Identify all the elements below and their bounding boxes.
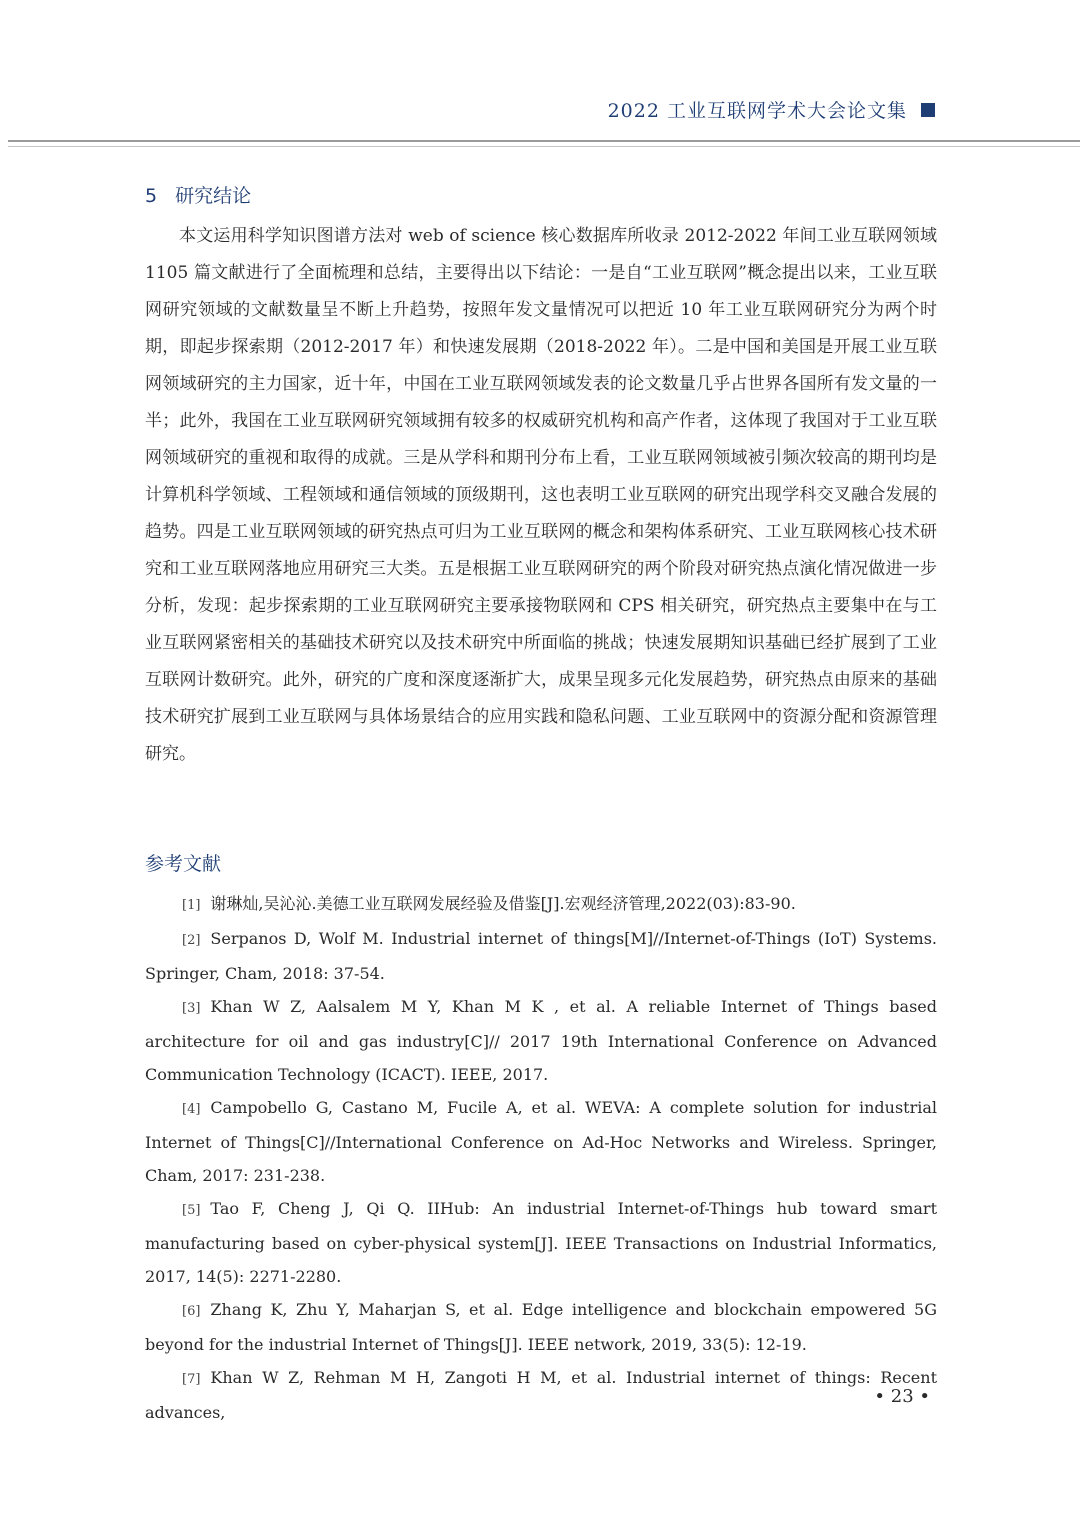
- reference-item: [145, 1361, 937, 1429]
- conclusion-paragraph: 本文运用科学知识图谱方法对 web of science 核心数据库所收录 2012-2022 年间工业互联网领域 1105 篇文献进行了全面梳理和总结，主要得出以下结论：一是自“工业互联网”概念提出以来，工业互联网研究领域的文献数量呈不断上升趋势，按照年发文量情况可以把近 10 年工业互联网研究分为两个时期，即起步探索期（2012-2017 年）和快速发展期（2018-2022 年）。二是中国和美国是开展工业互联网领域研究的主力国家，近十年，中国在工业互联网领域发表的论文数量几乎占世界各国所有发文量的一半；此外，我国在工业互联网研究领域拥有较多的权威研究机构和高产作者，这体现了我国对于工业互联网领域研究的重视和取得的成就。三是从学科和期刊分布上看，工业互联网领域被引频次较高的期刊均是计算机科学领域、工程领域和通信领域的顶级期刊，这也表明工业互联网的研究出现学科交叉融合发展的趋势。四是工业互联网领域的研究热点可归为工业互联网的概念和架构体系研究、工业互联网核心技术研究和工业互联网落地应用研究三大类。五是根据工业互联网研究的两个阶段对研究热点演化情况做进一步分析，发现：起步探索期的工业互联网研究主要承接物联网和 CPS 相关研究，研究热点主要集中在与工业互联网紧密相关的基础技术研究以及技术研究中所面临的挑战；快速发展期知识基础已经扩展到了工业互联网计数研究。此外，研究的广度和深度逐渐扩大，成果呈现多元化发展趋势，研究热点由原来的基础技术研究扩展到工业互联网与具体场景结合的应用实践和隐私问题、工业互联网中的资源分配和资源管理研究。: [145, 226, 937, 764]
- reference-list: [145, 887, 937, 1429]
- reference-item: [145, 990, 937, 1091]
- reference-number: [5]: [182, 1203, 201, 1218]
- reference-text: Tao F, Cheng J, Qi Q. IIHub: An industrial Internet-of-Things hub toward smart manufacturing based on cyber-physical system[J]. IEEE Transactions on Industrial Informatics, 2017, 14(5): 2271-2280.: [145, 1199, 937, 1286]
- reference-number: [3]: [182, 1001, 201, 1016]
- reference-text: Khan W Z, Rehman M H, Zangoti H M, et al. Industrial internet of things: Recent advances,: [145, 1368, 937, 1422]
- section-heading: [145, 181, 251, 208]
- reference-item: [145, 887, 937, 922]
- section-number: 5: [145, 185, 158, 207]
- header-rule-thin: [8, 146, 1080, 147]
- reference-item: [145, 1293, 937, 1361]
- page-number: • 23 •: [874, 1386, 930, 1407]
- reference-text: Campobello G, Castano M, Fucile A, et al. WEVA: A complete solution for industrial Internet of Things[C]//International Conference on Ad-Hoc Networks and Wireless. Springer, Cham, 2017: 231-238.: [145, 1098, 937, 1185]
- reference-number: [7]: [182, 1372, 201, 1387]
- reference-text: Khan W Z, Aalsalem M Y, Khan M K , et al. A reliable Internet of Things based architecture for oil and gas industry[C]// 2017 19th International Conference on Advanced Communication Technology (ICACT). IEEE, 2017.: [145, 997, 937, 1084]
- reference-text: Serpanos D, Wolf M. Industrial internet of things[M]//Internet-of-Things (IoT) Systems. Springer, Cham, 2018: 37-54.: [145, 929, 937, 983]
- reference-number: [2]: [182, 933, 201, 948]
- running-header: [608, 96, 935, 123]
- reference-item: [145, 1192, 937, 1293]
- reference-text: 谢琳灿,吴沁沁.美德工业互联网发展经验及借鉴[J].宏观经济管理,2022(03):83-90.: [210, 894, 796, 913]
- references-heading: 参考文献: [145, 853, 222, 875]
- header-title: 2022 工业互联网学术大会论文集: [607, 100, 907, 122]
- section-title: 研究结论: [175, 185, 252, 207]
- header-rule: [8, 140, 1080, 142]
- reference-number: [6]: [182, 1304, 201, 1319]
- reference-item: [145, 1091, 937, 1192]
- reference-item: [145, 922, 937, 990]
- reference-number: [1]: [182, 898, 201, 913]
- header-square-icon: [921, 103, 935, 117]
- reference-text: Zhang K, Zhu Y, Maharjan S, et al. Edge intelligence and blockchain empowered 5G beyond for the industrial Internet of Things[J]. IEEE network, 2019, 33(5): 12-19.: [145, 1300, 937, 1354]
- reference-number: [4]: [182, 1102, 201, 1117]
